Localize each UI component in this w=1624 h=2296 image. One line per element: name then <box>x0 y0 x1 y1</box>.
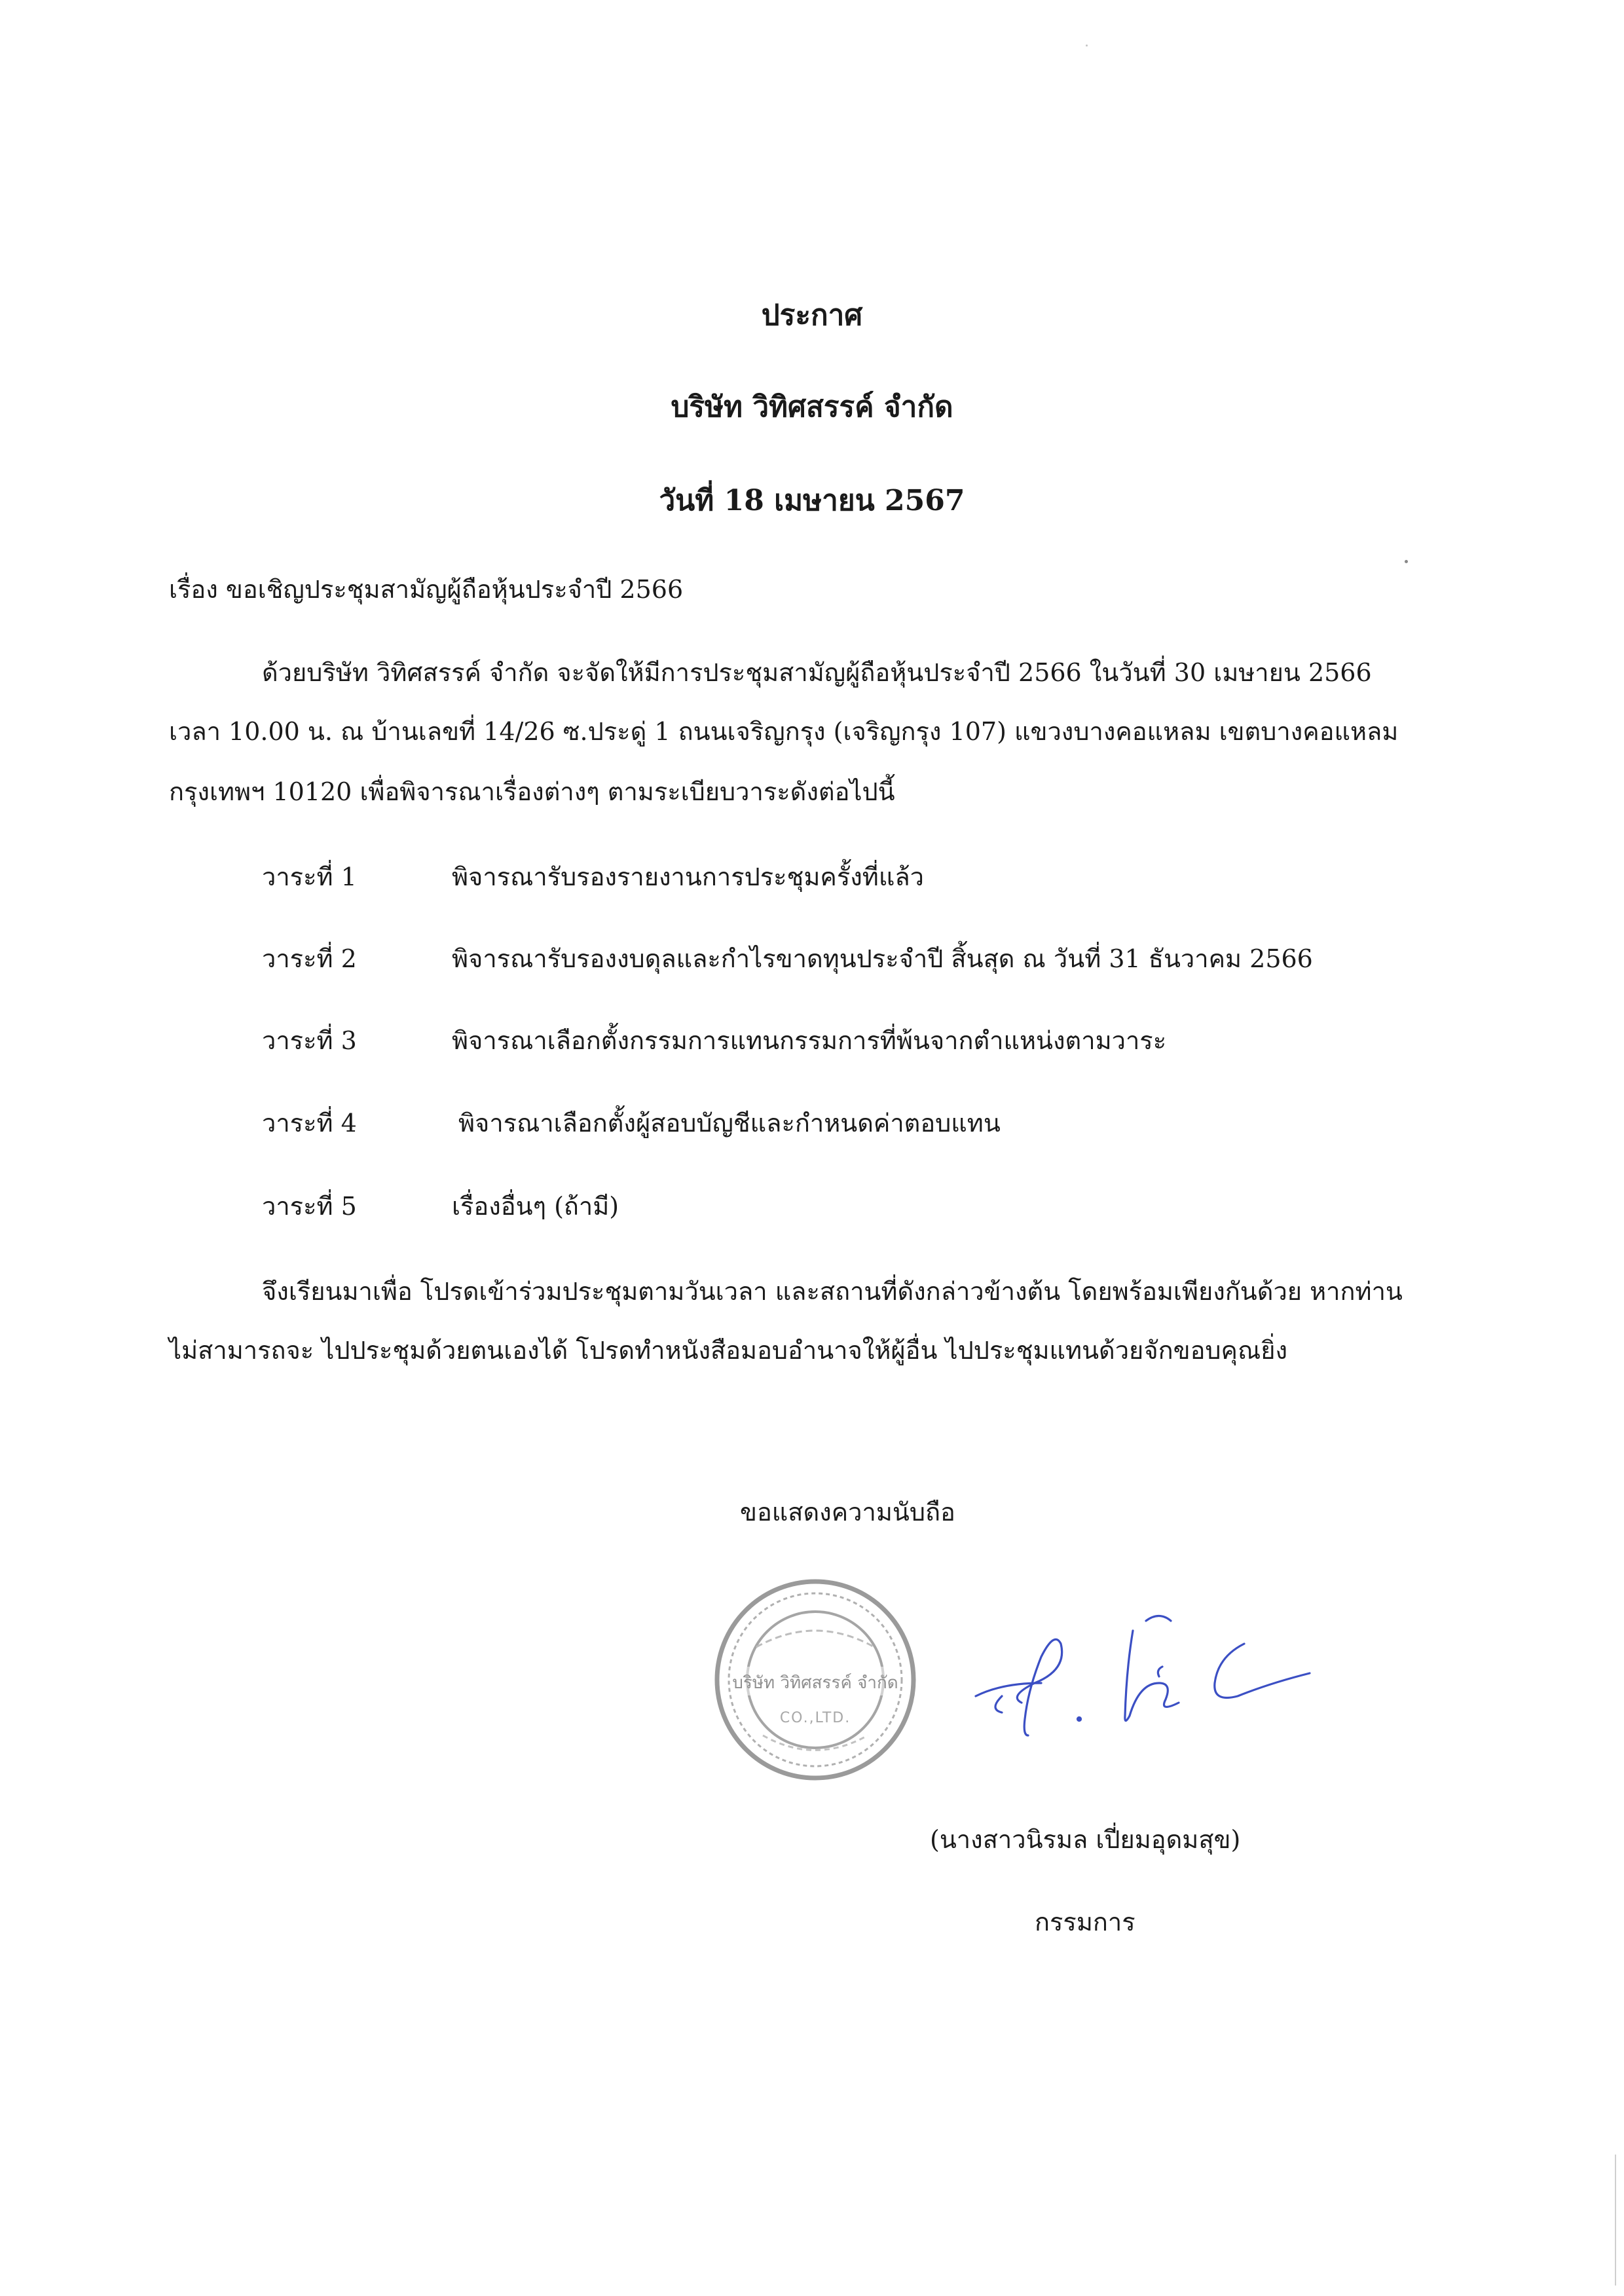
scan-speck <box>1405 560 1408 563</box>
agenda-label: วาระที่ 3 <box>262 1026 357 1055</box>
agenda-label: วาระที่ 5 <box>262 1192 357 1221</box>
intro-line-1: ด้วยบริษัท วิทิศสรรค์ จำกัด จะจัดให้มีการประชุมสามัญผู้ถือหุ้นประจำปี 2566 ในวันที่ 30 เมษายน 2566 <box>262 658 1372 687</box>
intro-line-2: เวลา 10.00 น. ณ บ้านเลขที่ 14/26 ซ.ประดู่ 1 ถนนเจริญกรุง (เจริญกรุง 107) แขวงบางคอแหลม เขตบางคอแหลม <box>169 717 1399 746</box>
scan-speck <box>1086 45 1088 46</box>
signatory-position: กรรมการ <box>1035 1908 1135 1936</box>
agenda-label: วาระที่ 2 <box>262 944 357 973</box>
signatory-name: (นางสาวนิรมล เปี่ยมอุดมสุข) <box>930 1825 1241 1854</box>
handwritten-signature <box>963 1585 1316 1749</box>
scan-edge-mark <box>1615 2155 1616 2286</box>
agenda-text: พิจารณาเลือกตั้งกรรมการแทนกรรมการที่พ้นจากตำแหน่งตามวาระ <box>452 1026 1167 1055</box>
agenda-text: พิจารณารับรองงบดุลและกำไรขาดทุนประจำปี สิ้นสุด ณ วันที่ 31 ธันวาคม 2566 <box>452 944 1313 973</box>
agenda-text: พิจารณารับรองรายงานการประชุมครั้งที่แล้ว <box>452 862 924 891</box>
svg-text:บริษัท วิทิศสรรค์ จำกัด: บริษัท วิทิศสรรค์ จำกัด <box>732 1673 898 1693</box>
agenda-text: เรื่องอื่นๆ (ถ้ามี) <box>452 1192 619 1221</box>
announcement-date: วันที่ 18 เมษายน 2567 <box>659 484 965 517</box>
closing-line-2: ไม่สามารถจะ ไปประชุมด้วยตนเองได้ โปรดทำหนังสือมอบอำนาจให้ผู้อื่น ไปประชุมแทนด้วยจักขอบคุณยิ่ง <box>169 1336 1288 1365</box>
intro-line-3: กรุงเทพฯ 10120 เพื่อพิจารณาเรื่องต่างๆ ตามระเบียบวาระดังต่อไปนี้ <box>169 777 895 806</box>
svg-text:CO.,LTD.: CO.,LTD. <box>779 1710 851 1726</box>
subject-line: เรื่อง ขอเชิญประชุมสามัญผู้ถือหุ้นประจำปี 2566 <box>169 575 684 604</box>
agenda-text: พิจารณาเลือกตั้งผู้สอบบัญชีและกำหนดค่าตอบแทน <box>458 1109 1001 1138</box>
company-seal <box>710 1575 920 1785</box>
document-title: ประกาศ <box>761 299 863 332</box>
agenda-label: วาระที่ 4 <box>262 1109 357 1138</box>
company-name: บริษัท วิทิศสรรค์ จำกัด <box>671 390 953 424</box>
salutation: ขอแสดงความนับถือ <box>740 1498 955 1527</box>
closing-line-1: จึงเรียนมาเพื่อ โปรดเข้าร่วมประชุมตามวันเวลา และสถานที่ดังกล่าวข้างต้น โดยพร้อมเพียงกันด้วย หากท่าน <box>262 1277 1403 1306</box>
agenda-label: วาระที่ 1 <box>262 862 357 891</box>
